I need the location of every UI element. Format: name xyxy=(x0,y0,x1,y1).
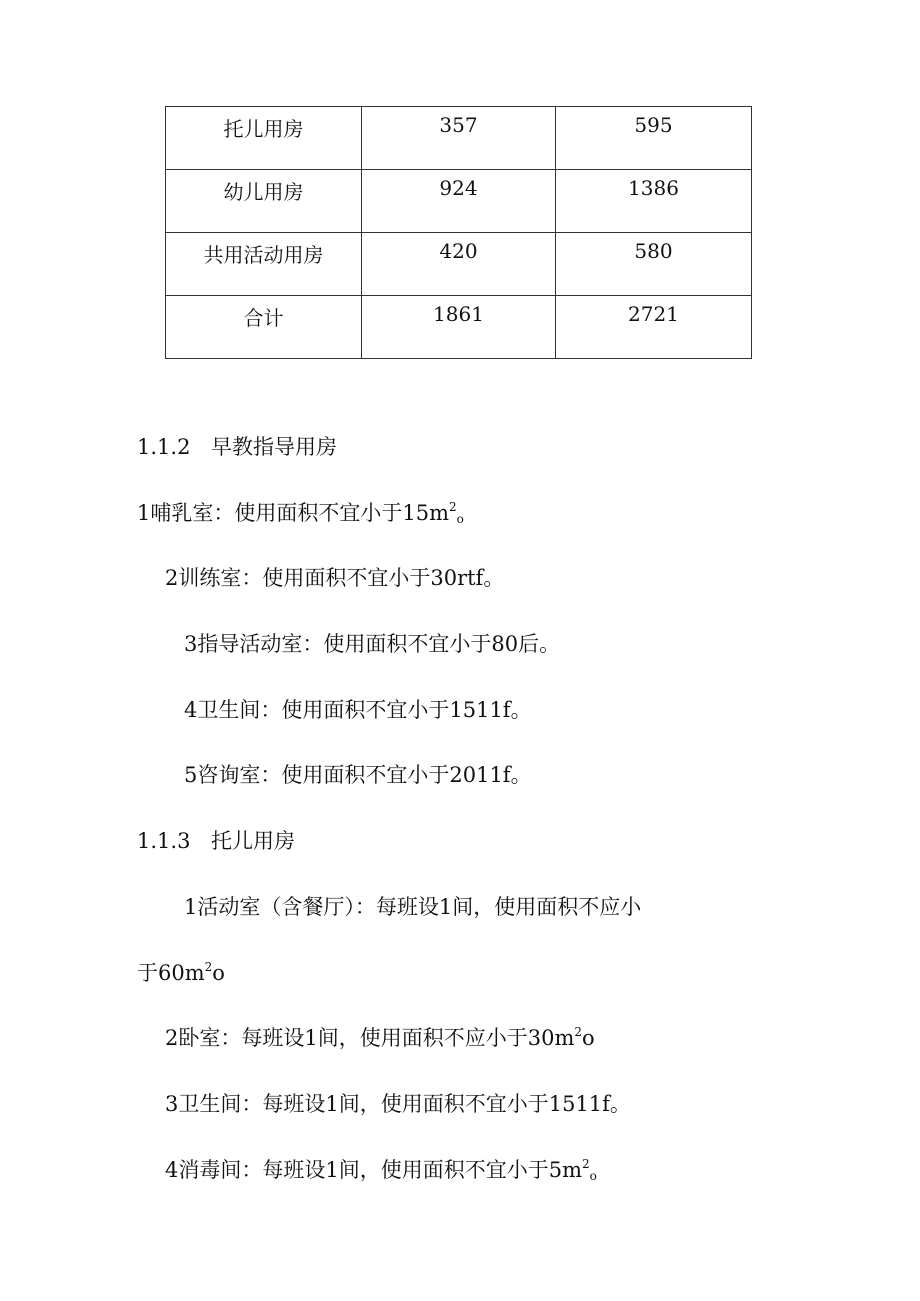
table-row xyxy=(166,296,752,359)
row-label: 托儿用房 xyxy=(166,107,362,170)
list-item: 4卫生间：使用面积不宜小于1511f。 xyxy=(184,698,532,722)
row-label: 共用活动用房 xyxy=(166,233,362,296)
list-item: 2卧室：每班设1间，使用面积不应小于$30m^2o$ xyxy=(165,1025,595,1050)
section-title: 早教指导用房 xyxy=(211,435,337,459)
row-label: 幼儿用房 xyxy=(166,170,362,233)
row-value: 357 xyxy=(362,107,556,170)
section-title: 托儿用房 xyxy=(211,829,295,853)
row-value: 1861 xyxy=(362,296,556,359)
table-row xyxy=(166,233,752,296)
table-row xyxy=(166,107,752,170)
row-label: 合计 xyxy=(166,296,362,359)
list-item: 于$60m^2o$ xyxy=(137,960,225,985)
row-value: 595 xyxy=(556,107,752,170)
list-item: 5咨询室：使用面积不宜小于2011f。 xyxy=(184,763,532,787)
list-item: 2训练室：使用面积不宜小于30rtf。 xyxy=(165,566,505,590)
list-item: 3指导活动室：使用面积不宜小于80后。 xyxy=(184,632,561,656)
list-item: 3卫生间：每班设1间，使用面积不宜小于1511f。 xyxy=(165,1092,631,1116)
row-value: 924 xyxy=(362,170,556,233)
list-item: 1哺乳室：使用面积不宜小于$15m^2_o$ xyxy=(137,500,464,526)
table-row xyxy=(166,170,752,233)
section-heading-1-1-2 xyxy=(137,434,337,460)
section-number: 1.1.2 xyxy=(137,435,191,459)
section-heading-1-1-3 xyxy=(137,828,295,854)
row-value: 2721 xyxy=(556,296,752,359)
row-value: 580 xyxy=(556,233,752,296)
list-item: 4消毒间：每班设1间，使用面积不宜小于$5m^2_o$ xyxy=(165,1157,597,1183)
list-item: 1活动室（含餐厅）：每班设1间，使用面积不应小 xyxy=(184,895,642,919)
area-table xyxy=(165,106,752,359)
section-number: 1.1.3 xyxy=(137,829,191,853)
row-value: 1386 xyxy=(556,170,752,233)
row-value: 420 xyxy=(362,233,556,296)
